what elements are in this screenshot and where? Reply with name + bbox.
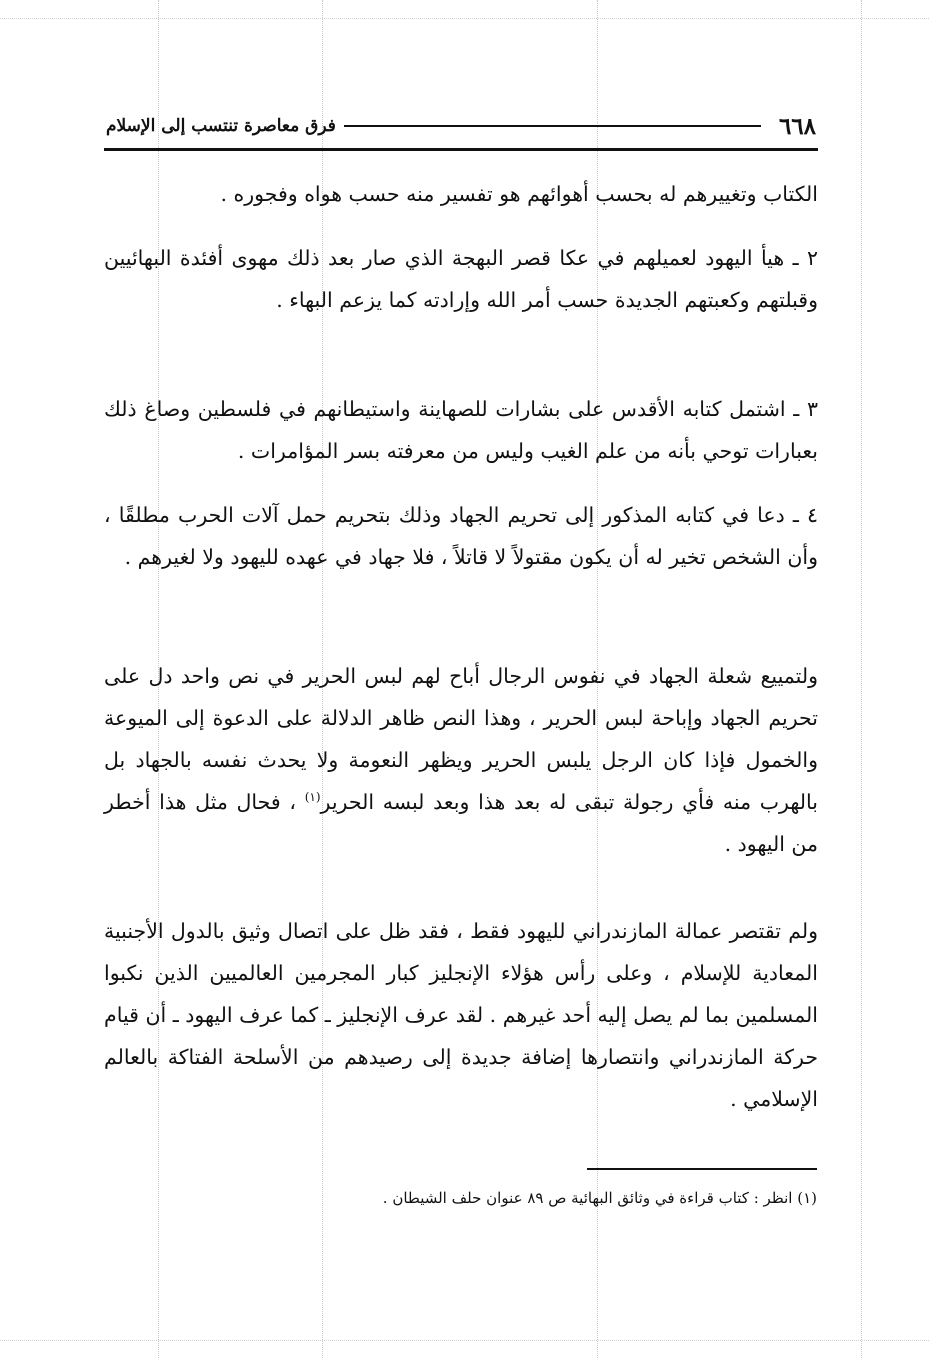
paragraph-silk <box>104 655 818 865</box>
body-paragraph <box>104 173 818 215</box>
scan-guide-line <box>0 1340 929 1341</box>
footnote: (١) انظر : كتاب قراءة في وثائق البهائية ص ٨٩ عنوان حلف الشيطان . <box>382 1189 817 1207</box>
body-paragraph <box>104 388 818 472</box>
body-paragraph <box>104 910 818 1120</box>
body-paragraph <box>104 655 818 865</box>
body-paragraph <box>104 494 818 578</box>
body-paragraph <box>104 237 818 321</box>
page-number: ٦٦٨ <box>778 112 816 140</box>
header-rule <box>344 125 761 127</box>
paragraph-continuation: الكتاب وتغييرهم له بحسب أهوائهم هو تفسير منه حسب هواه وفجوره . <box>220 182 818 206</box>
numbered-item-3: ٣ ـ اشتمل كتابه الأقدس على بشارات للصهاينة واستيطانهم في فلسطين وصاغ ذلك بعبارات توحي بأنه من علم الغيب وليس من معرفته بسر المؤامرات . <box>104 397 818 463</box>
scan-guide-line <box>861 0 862 1358</box>
page-header <box>106 108 816 144</box>
numbered-item-4: ٤ ـ دعا في كتابه المذكور إلى تحريم الجهاد وذلك بتحريم حمل آلات الحرب مطلقًا ، وأن الشخص تخير له أن يكون مقتولاً لا قاتلاً ، فلا جهاد في عهده لليهود ولا لغيرهم . <box>104 503 818 569</box>
numbered-item-2: ٢ ـ هيأ اليهود لعميلهم في عكا قصر البهجة الذي صار بعد ذلك مهوى أفئدة البهائيين وقبلتهم وكعبتهم الجديدة حسب أمر الله وإرادته كما يزعم البهاء . <box>104 246 818 312</box>
footnote-reference: (١) <box>304 790 321 805</box>
paragraph-mazandarani: ولم تقتصر عمالة المازندراني لليهود فقط ، فقد ظل على اتصال وثيق بالدول الأجنبية المعادية للإسلام ، وعلى رأس هؤلاء الإنجليز كبار المجرمين العالميين الذين نكبوا المسلمين بما لم يصل إليه أحد غيرهم . لقد عرف الإنجليز ـ كما عرف اليهود ـ أن قيام حركة المازندراني وانتصارها إضافة جديدة إلى رصيدهم من الأسلحة الفتاكة بالعالم الإسلامي . <box>104 919 818 1111</box>
paragraph-text: ، فحال مثل هذا أخطر من اليهود . <box>104 790 818 856</box>
footnote-divider <box>587 1168 817 1170</box>
paragraph-text: ولتمييع شعلة الجهاد في نفوس الرجال أباح لهم لبس الحرير في نص واحد دل على تحريم الجهاد وإباحة لبس الحرير ، وهذا النص ظاهر الدلالة على الدعوة إلى الميوعة والخمول فإذا كان الرجل يلبس الحرير ويظهر النعومة ولا يحدث نفسه بالجهاد بل بالهرب منه فأي رجولة تبقى له بعد هذا وبعد لبسه الحرير <box>104 664 819 814</box>
running-title: فرق معاصرة تنتسب إلى الإسلام <box>106 116 336 136</box>
scan-guide-line <box>0 18 929 19</box>
header-divider <box>104 148 818 151</box>
